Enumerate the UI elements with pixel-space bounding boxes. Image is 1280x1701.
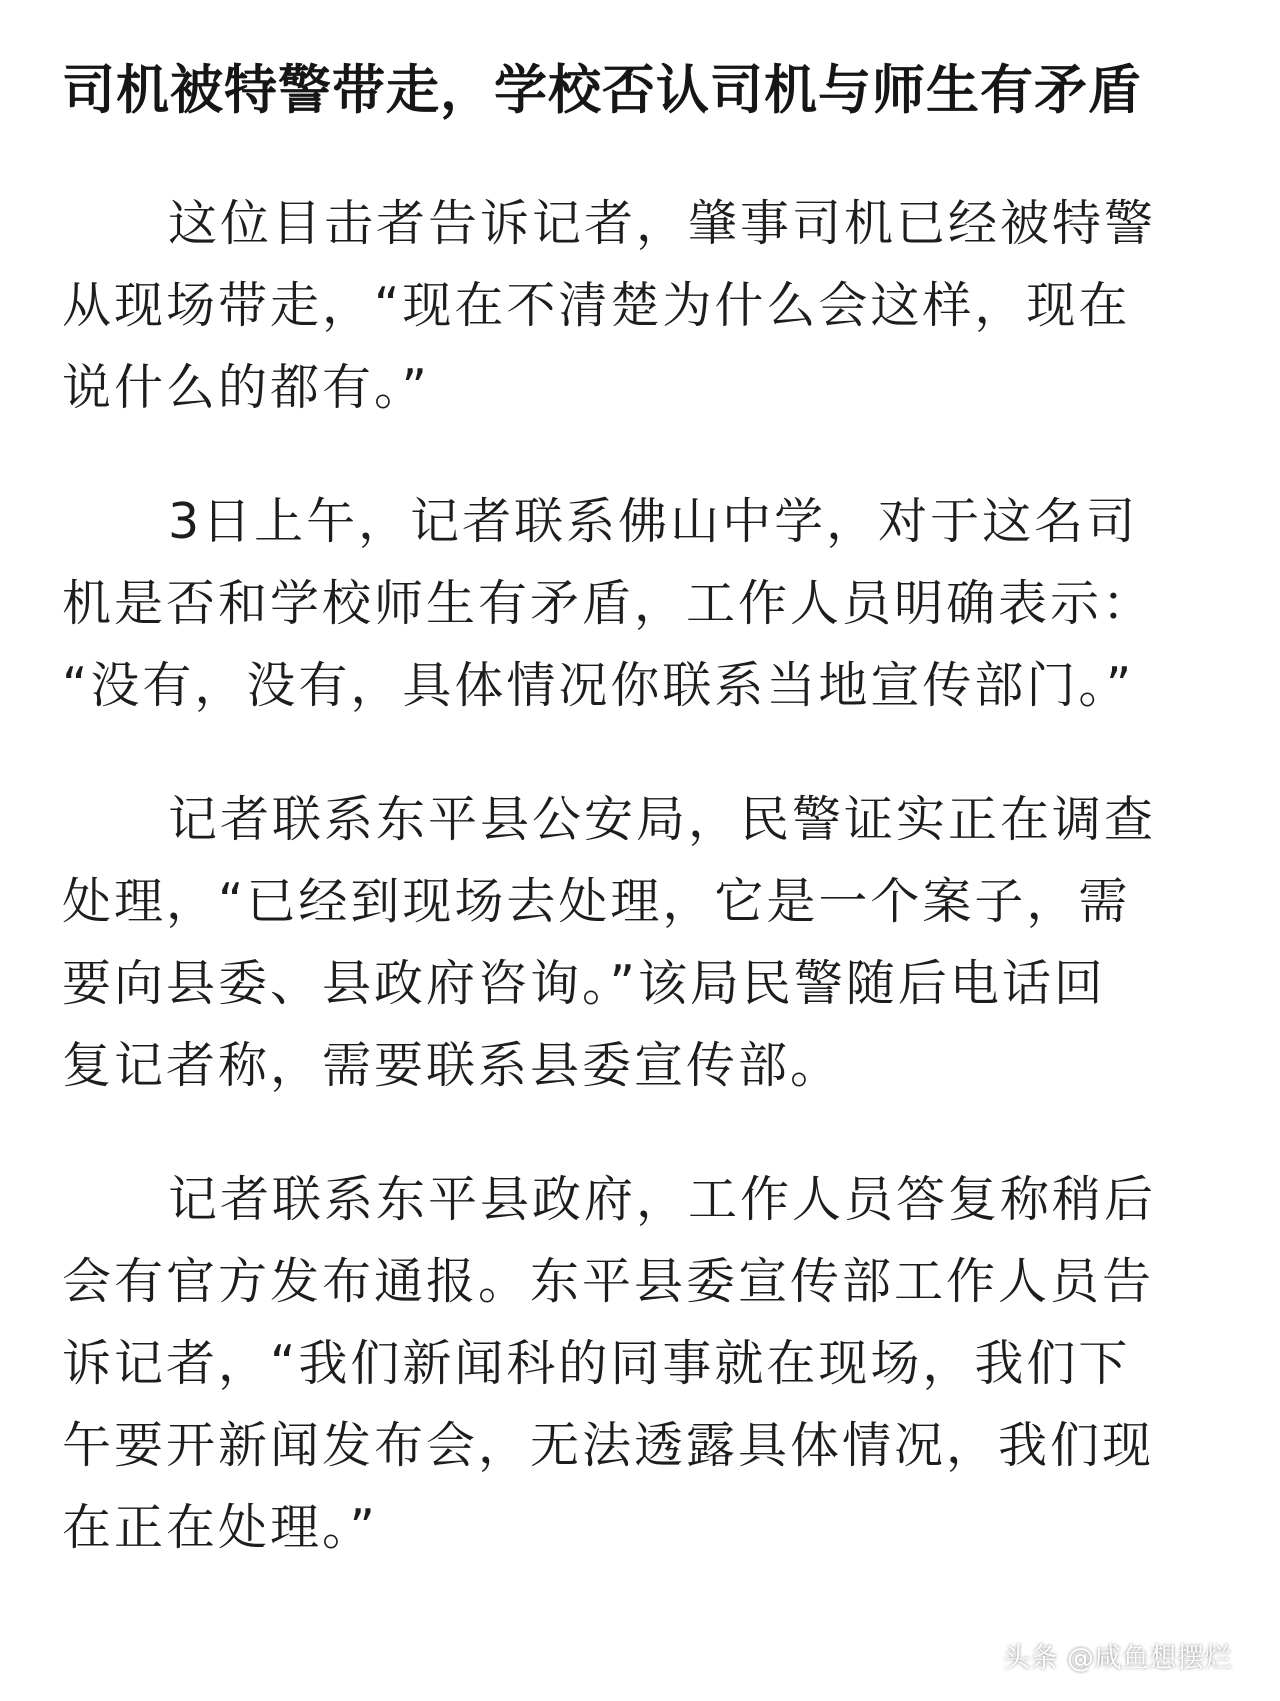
article-paragraph-3 — [62, 779, 1220, 1107]
paragraph-line: 会有官方发布通报。东平县委宣传部工作人员告 — [62, 1253, 1155, 1310]
paragraph-line: 从现场带走，“现在不清楚为什么会这样，现在 — [62, 277, 1131, 334]
paragraph-line: 在正在处理。” — [62, 1499, 378, 1556]
paragraph-line: 要向县委、县政府咨询。”该局民警随后电话回 — [62, 955, 1106, 1012]
paragraph-line: 记者联系东平县公安局，民警证实正在调查 — [168, 791, 1157, 848]
article-paragraph-4 — [62, 1159, 1220, 1569]
paragraph-line: 诉记者，“我们新闻科的同事就在现场，我们下 — [62, 1335, 1131, 1392]
paragraph-line: 复记者称，需要联系县委宣传部。 — [62, 1037, 843, 1094]
article — [62, 46, 1220, 1569]
source-watermark: 头条 @咸鱼想摆烂 — [1002, 1643, 1232, 1674]
article-paragraph-1 — [62, 183, 1220, 429]
paragraph-line: 记者联系东平县政府，工作人员答复称稍后 — [168, 1171, 1157, 1228]
paragraph-line: “没有，没有，具体情况你联系当地宣传部门。” — [62, 657, 1135, 714]
article-headline: 司机被特警带走，学校否认司机与师生有矛盾 — [62, 60, 1142, 121]
article-paragraph-2 — [62, 481, 1220, 727]
paragraph-line: 午要开新闻发布会，无法透露具体情况，我们现 — [62, 1417, 1155, 1474]
paragraph-line: 3日上午，记者联系佛山中学，对于这名司 — [168, 493, 1139, 550]
paragraph-line: 处理，“已经到现场去处理，它是一个案子，需 — [62, 873, 1131, 930]
paragraph-line: 机是否和学校师生有矛盾，工作人员明确表示： — [62, 575, 1155, 632]
paragraph-line: 这位目击者告诉记者，肇事司机已经被特警 — [168, 195, 1157, 252]
paragraph-line: 说什么的都有。” — [62, 359, 430, 416]
